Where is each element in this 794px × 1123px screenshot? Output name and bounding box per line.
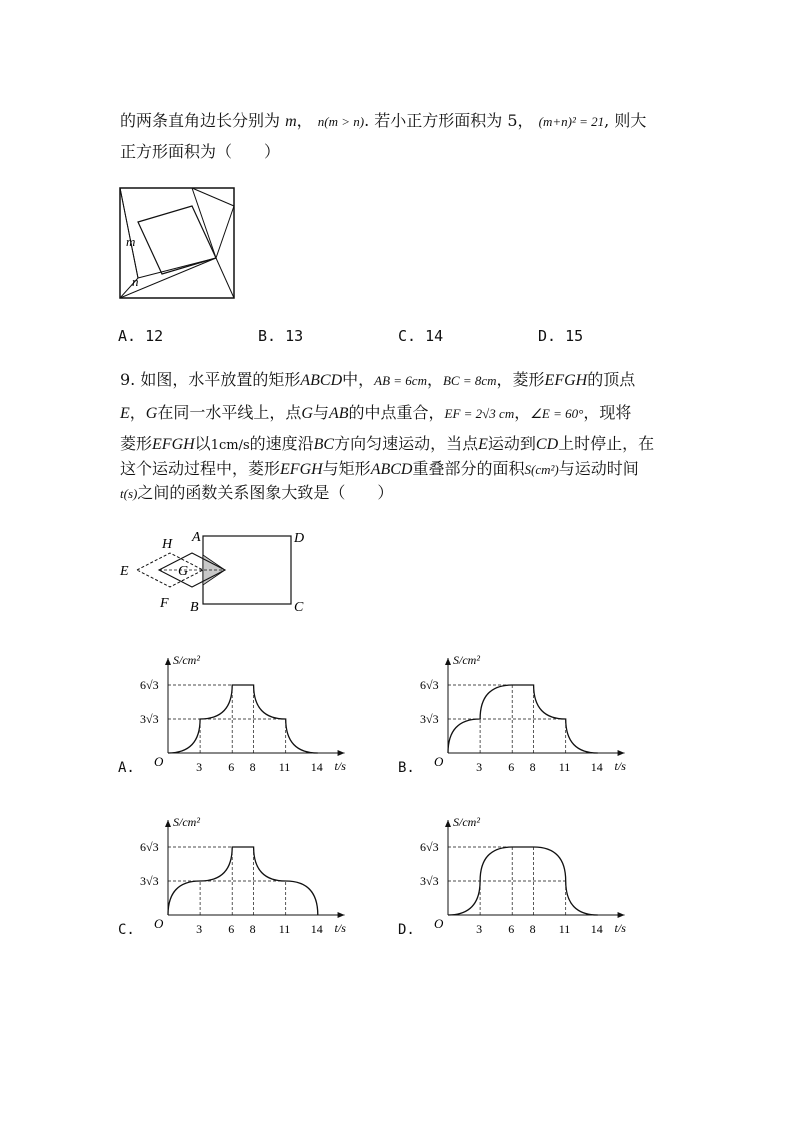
- small-square: [138, 206, 216, 274]
- y-tick-label: 3√3: [140, 874, 159, 888]
- q9-line-5: [120, 480, 393, 503]
- var-abcd: ABCD: [370, 461, 413, 478]
- label-m: m: [126, 234, 136, 249]
- y-axis-arrow: [165, 820, 171, 827]
- q8-square-figure: [118, 186, 240, 302]
- q9-text: 运动到: [487, 434, 536, 453]
- y-axis-arrow: [165, 658, 171, 665]
- expr-t: t(s): [120, 486, 138, 501]
- q9-text: 重叠部分的面积: [412, 459, 525, 478]
- x-axis-label: t/s: [614, 921, 626, 935]
- q9-text: 与运动时间: [558, 459, 639, 478]
- x-tick-label: 14: [310, 760, 323, 774]
- x-tick-label: 11: [278, 760, 291, 774]
- expr-bc: BC = 8cm: [442, 373, 497, 388]
- graph-option-a-label[interactable]: A.: [118, 760, 135, 776]
- y-axis-label: S/cm²: [453, 653, 480, 667]
- q8-line-1: [120, 108, 646, 131]
- q9-line-4: [120, 456, 639, 479]
- comma: ，: [296, 111, 313, 130]
- q9-text: 中，: [342, 370, 375, 389]
- label-d: D: [294, 531, 305, 546]
- tri-edge: [216, 206, 234, 258]
- x-tick-label: 6: [228, 922, 235, 936]
- graph-option-d-label[interactable]: D.: [398, 922, 415, 938]
- origin-label: O: [434, 754, 444, 769]
- x-tick-label: 8: [249, 922, 256, 936]
- q9-text: ，菱形: [496, 370, 545, 389]
- var-m: m: [285, 113, 297, 130]
- comma: ，: [514, 403, 531, 422]
- q8-text: , 则大: [604, 111, 647, 130]
- q8-text: 的两条直角边长分别为: [120, 111, 281, 130]
- y-axis-arrow: [445, 658, 451, 665]
- x-tick-label: 8: [529, 760, 536, 774]
- comma: ，: [426, 370, 443, 389]
- y-axis-label: S/cm²: [173, 653, 200, 667]
- y-axis-label: S/cm²: [173, 815, 200, 829]
- graph-option-a[interactable]: [140, 650, 370, 775]
- expr-angle-e: ∠E = 60°: [530, 406, 584, 421]
- graph-option-c[interactable]: [140, 812, 370, 937]
- label-a: A: [192, 530, 201, 545]
- var-efgh: EFGH: [152, 436, 195, 453]
- q9-text: 上时停止，在: [558, 434, 655, 453]
- var-abcd: ABCD: [300, 372, 343, 389]
- var-e: E: [478, 436, 488, 453]
- q8-option-b[interactable]: B. 13: [258, 327, 304, 345]
- var-efgh: EFGH: [280, 461, 323, 478]
- y-tick-label: 3√3: [420, 712, 439, 726]
- x-tick-label: 3: [476, 760, 483, 774]
- tri-edge: [216, 258, 234, 298]
- graph-option-b[interactable]: [420, 650, 650, 775]
- var-bc: BC: [313, 436, 335, 453]
- graph-option-c-label[interactable]: C.: [118, 922, 135, 938]
- expr-s: S(cm²): [524, 462, 559, 477]
- var-n-condition: n(m > n): [317, 114, 365, 129]
- expr-ab: AB = 6cm: [374, 373, 427, 388]
- expr-ef: EF = 2√3 cm: [444, 406, 515, 421]
- y-tick-label: 3√3: [140, 712, 159, 726]
- x-axis-label: t/s: [334, 759, 346, 773]
- y-axis-arrow: [445, 820, 451, 827]
- y-tick-label: 6√3: [420, 678, 439, 692]
- var-efgh: EFGH: [544, 372, 588, 389]
- x-tick-label: 6: [228, 760, 235, 774]
- x-axis-label: t/s: [334, 921, 346, 935]
- q9-line-3: [120, 431, 654, 454]
- origin-label: O: [154, 754, 164, 769]
- x-tick-label: 11: [278, 922, 291, 936]
- tri-edge: [192, 188, 234, 206]
- var-e: E: [120, 405, 130, 422]
- origin-label: O: [434, 916, 444, 931]
- q9-text: 的中点重合，: [348, 403, 445, 422]
- graph-option-b-label[interactable]: B.: [398, 760, 415, 776]
- x-axis-arrow: [618, 750, 625, 756]
- x-axis-arrow: [338, 750, 345, 756]
- var-g: G: [145, 405, 158, 422]
- x-tick-label: 11: [558, 922, 571, 936]
- label-h: H: [162, 537, 173, 552]
- var-ab: AB: [328, 405, 349, 422]
- x-tick-label: 8: [249, 760, 256, 774]
- q9-text: ，现将: [583, 403, 632, 422]
- q9-text: 以: [194, 434, 211, 453]
- y-tick-label: 6√3: [140, 678, 159, 692]
- q8-text: . 若小正方形面积为 5，: [364, 111, 534, 130]
- x-tick-label: 14: [310, 922, 323, 936]
- x-tick-label: 8: [529, 922, 536, 936]
- x-tick-label: 6: [508, 922, 515, 936]
- var-cd: CD: [535, 436, 559, 453]
- q9-text: 的速度沿: [249, 434, 314, 453]
- var-g: G: [301, 405, 313, 422]
- x-tick-label: 14: [590, 760, 603, 774]
- x-tick-label: 3: [196, 760, 203, 774]
- y-tick-label: 6√3: [140, 840, 159, 854]
- q8-option-d[interactable]: D. 15: [538, 327, 584, 345]
- q8-option-c[interactable]: C. 14: [398, 327, 444, 345]
- q9-text: 之间的函数关系图象大致是（ ）: [137, 483, 394, 502]
- label-c: C: [294, 600, 304, 615]
- q9-text: 与: [312, 403, 329, 422]
- q9-text: 这个运动过程中，菱形: [120, 459, 281, 478]
- origin-label: O: [154, 916, 164, 931]
- x-tick-label: 14: [590, 922, 603, 936]
- q9-text: 菱形: [120, 434, 153, 453]
- label-b: B: [190, 600, 199, 615]
- q9-text: 9. 如图，水平放置的矩形: [120, 370, 301, 389]
- expr-sum-square: (m+n)² = 21: [538, 114, 605, 129]
- q8-line-2: 正方形面积为（ ）: [120, 142, 281, 161]
- comma: ，: [129, 403, 146, 422]
- x-tick-label: 6: [508, 760, 515, 774]
- x-tick-label: 11: [558, 760, 571, 774]
- x-axis-arrow: [338, 912, 345, 918]
- y-axis-label: S/cm²: [453, 815, 480, 829]
- q8-option-a[interactable]: A. 12: [118, 327, 164, 345]
- x-axis-label: t/s: [614, 759, 626, 773]
- x-tick-label: 3: [476, 922, 483, 936]
- y-tick-label: 6√3: [420, 840, 439, 854]
- x-tick-label: 3: [196, 922, 203, 936]
- q9-line-1: [120, 367, 635, 390]
- y-tick-label: 3√3: [420, 874, 439, 888]
- label-e: E: [120, 564, 129, 579]
- x-axis-arrow: [618, 912, 625, 918]
- q9-rect-rhombus-figure: [112, 522, 322, 618]
- q9-line-2: [120, 400, 631, 423]
- q9-text: 与矩形: [322, 459, 371, 478]
- label-n: n: [132, 274, 139, 289]
- expr-speed: 1cm/s: [210, 438, 250, 453]
- label-g: G: [178, 564, 189, 579]
- q9-text: 在同一水平线上，点: [157, 403, 302, 422]
- tri-edge: [120, 188, 138, 278]
- q9-text: 方向匀速运动，当点: [334, 434, 479, 453]
- q9-text: 的顶点: [587, 370, 636, 389]
- label-f: F: [160, 596, 169, 611]
- graph-option-d[interactable]: [420, 812, 650, 937]
